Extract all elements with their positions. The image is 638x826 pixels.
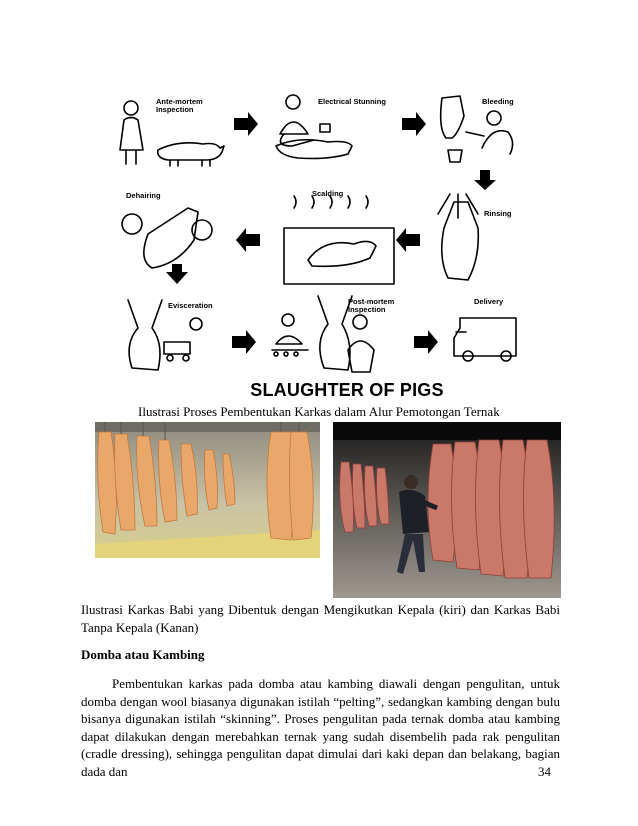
step-label-dehairing: Dehairing (126, 191, 161, 200)
arrow-right-icon (414, 330, 438, 354)
diagram-title: SLAUGHTER OF PIGS (250, 380, 444, 400)
step-label-delivery: Delivery (474, 297, 504, 306)
scalding-tank-icon (284, 196, 394, 284)
slaughter-process-diagram (98, 88, 538, 400)
body-paragraph (81, 675, 560, 780)
arrow-right-icon (232, 330, 256, 354)
arrow-right-icon (402, 112, 426, 136)
arrow-right-icon (234, 112, 258, 136)
stunned-pig-icon (276, 140, 352, 159)
dehairing-pig-icon (122, 208, 212, 268)
hanging-pig-icon (441, 96, 464, 162)
carcass-with-head-photo (95, 422, 320, 558)
conveyor-inspector-icon (272, 314, 308, 356)
inspected-carcass-icon (318, 296, 352, 370)
process-illustration (98, 88, 538, 400)
postmortem-inspector-icon (348, 315, 374, 372)
pig-icon (158, 143, 224, 166)
carcass-without-head-photo (333, 422, 561, 598)
eviscerating-cart-icon (164, 318, 202, 361)
diagram-caption: Ilustrasi Proses Pembentukan Karkas dalam Alur Pemotongan Ternak (138, 404, 500, 419)
step-label-rinsing: Rinsing (484, 209, 512, 218)
step-label-electrical-stunning: Electrical Stunning (318, 97, 386, 106)
step-label-ante-mortem: Ante-mortem Inspection (156, 97, 203, 114)
inspector-figure-icon (120, 101, 143, 164)
arrow-down-icon (474, 170, 496, 190)
eviscerated-carcass-icon (128, 300, 162, 370)
arrow-left-icon (396, 228, 420, 252)
body-paragraph-text: Pembentukan karkas pada domba atau kambing diawali dengan pengulitan, untuk domba dengan wool biasanya digunakan istilah “pelting”, sedangkan kambing dengan bulu bisanya digunakan istilah “skinning”. Proses pengulitan pada ternak domba atau kambing dapat dilakukan dengan merebahkan ternak yang sudah disembelih pada rak pengulitan (cradle dressing), sehingga pengulitan dapat dimulai dari kaki depan dan belakang, bagian dada dan (81, 676, 560, 779)
rinsing-pig-icon (438, 194, 478, 280)
section-heading: Domba atau Kambing (81, 647, 205, 662)
step-label-bleeding: Bleeding (482, 97, 514, 106)
page-number: 34 (538, 764, 551, 779)
flow-arrows (166, 112, 496, 354)
photos-caption: Ilustrasi Karkas Babi yang Dibentuk dengan Mengikutkan Kepala (kiri) dan Karkas Babi Tanpa Kepala (Kanan) (81, 602, 560, 635)
step-label-scalding: Scalding (312, 189, 344, 198)
arrow-down-icon (166, 264, 188, 284)
delivery-truck-icon (454, 318, 516, 361)
bleeding-operator-icon (466, 111, 513, 154)
step-label-evisceration: Evisceration (168, 301, 213, 310)
arrow-left-icon (236, 228, 260, 252)
step-label-post-mortem: Post-mortem Inspection (348, 297, 395, 314)
